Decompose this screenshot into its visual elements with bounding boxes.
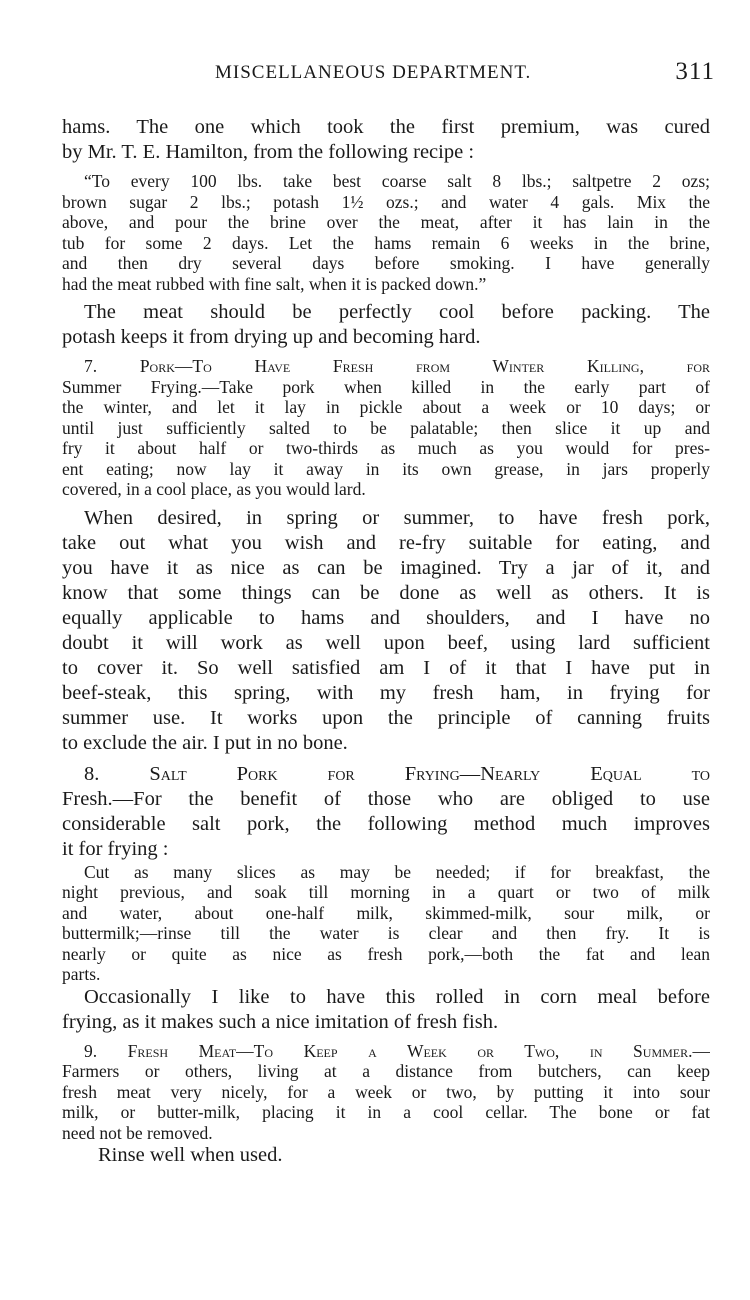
text-line: the winter, and let it lay in pickle about a week or 10 days; or [62, 397, 710, 417]
text-line: covered, in a cool place, as you would lard. [62, 479, 366, 499]
text-line: equally applicable to hams and shoulders, and I have no [62, 606, 710, 629]
text-line: “To every 100 lbs. take best coarse salt 8 lbs.; saltpetre 2 ozs; [84, 171, 710, 191]
section-8-salt-pork [62, 762, 710, 862]
text-line: need not be removed. [62, 1122, 213, 1143]
text-line: When desired, in spring or summer, to have fresh pork, [84, 506, 710, 529]
text-line: Fresh.—For the benefit of those who are obliged to use [62, 787, 710, 810]
page-number: 311 [675, 58, 715, 85]
text-line: by Mr. T. E. Hamilton, from the following recipe : [62, 141, 475, 163]
section-heading: 7. Pork—To Have Fresh from Winter Killing, for [84, 356, 710, 376]
running-title: MISCELLANEOUS DEPARTMENT. [215, 62, 532, 83]
paragraph-rinse [62, 1143, 710, 1168]
text-line: brown sugar 2 lbs.; potash 1½ ozs.; and water 4 gals. Mix the [62, 191, 710, 212]
paragraph-slices [62, 862, 710, 985]
text-line: summer use. It works upon the principle of canning fruits [62, 706, 710, 729]
text-line: take out what you wish and re-fry suitable for eating, and [62, 531, 710, 554]
text-line: buttermilk;—rinse till the water is clear and then fry. It is [62, 923, 710, 943]
section-9-fresh-meat [62, 1041, 710, 1144]
text-line: night previous, and soak till morning in a quart or two of milk [62, 882, 710, 902]
text-line: nearly or quite as nice as fresh pork,—both the fat and lean [62, 943, 710, 964]
text-line: beef-steak, this spring, with my fresh ham, in frying for [62, 681, 710, 704]
text-line: considerable salt pork, the following method much improves [62, 812, 710, 835]
text-line: Occasionally I like to have this rolled in corn meal before [84, 985, 710, 1008]
text-line: know that some things can be done as well as others. It is [62, 581, 710, 604]
text-line: frying, as it makes such a nice imitation of fresh fish. [62, 1010, 499, 1033]
text-line: it for frying : [62, 837, 169, 860]
text-line: you have it as nice as can be imagined. Try a jar of it, and [62, 556, 710, 579]
paragraph-corn-meal [62, 985, 710, 1035]
text-line: and water, about one-half milk, skimmed-milk, sour milk, or [62, 902, 710, 923]
section-7-pork-winter-killing [62, 356, 710, 500]
text-line: and then dry several days before smoking. I have generally [62, 253, 710, 273]
paragraph-cool-meat [62, 300, 710, 350]
text-line: tub for some 2 days. Let the hams remain 6 weeks in the brine, [62, 232, 710, 253]
text-line: fresh meat very nicely, for a week or two, by putting it into sour [62, 1081, 710, 1102]
text-line: to cover it. So well satisfied am I of it that I have put in [62, 656, 710, 679]
text-line: fry it about half or two-thirds as much as you would for pres- [62, 438, 710, 458]
text-line: had the meat rubbed with fine salt, when it is packed down.” [62, 273, 487, 294]
text-line: doubt it will work as well upon beef, using lard sufficient [62, 631, 710, 654]
recipe-quote [62, 171, 710, 294]
text-line: parts. [62, 964, 101, 984]
paragraph-fresh-pork [62, 506, 710, 756]
text-line: milk, or butter-milk, placing it in a cool cellar. The bone or fat [62, 1102, 710, 1122]
running-head [215, 58, 715, 92]
text-line: ent eating; now lay it away in its own grease, in jars properly [62, 458, 710, 479]
page-body [62, 115, 710, 1168]
section-heading: 9. Fresh Meat—To Keep a Week or Two, in Summer.— [84, 1040, 710, 1061]
text-line: Summer Frying.—Take pork when killed in the early part of [62, 376, 710, 397]
text-line: Farmers or others, living at a distance from butchers, can keep [62, 1061, 710, 1081]
text-line: hams. The one which took the first premium, was cured [62, 116, 710, 138]
text-line: Cut as many slices as may be needed; if for breakfast, the [84, 861, 710, 882]
paragraph-hams-premium [62, 115, 710, 165]
section-heading: 8. Salt Pork for Frying—Nearly Equal to [84, 762, 710, 785]
text-line: to exclude the air. I put in no bone. [62, 731, 348, 754]
text-line: potash keeps it from drying up and becoming hard. [62, 326, 481, 348]
text-line: above, and pour the brine over the meat, after it has lain in the [62, 212, 710, 232]
text-line: Rinse well when used. [98, 1144, 283, 1166]
text-line: The meat should be perfectly cool before packing. The [84, 301, 710, 323]
text-line: until just sufficiently salted to be palatable; then slice it up and [62, 417, 710, 438]
